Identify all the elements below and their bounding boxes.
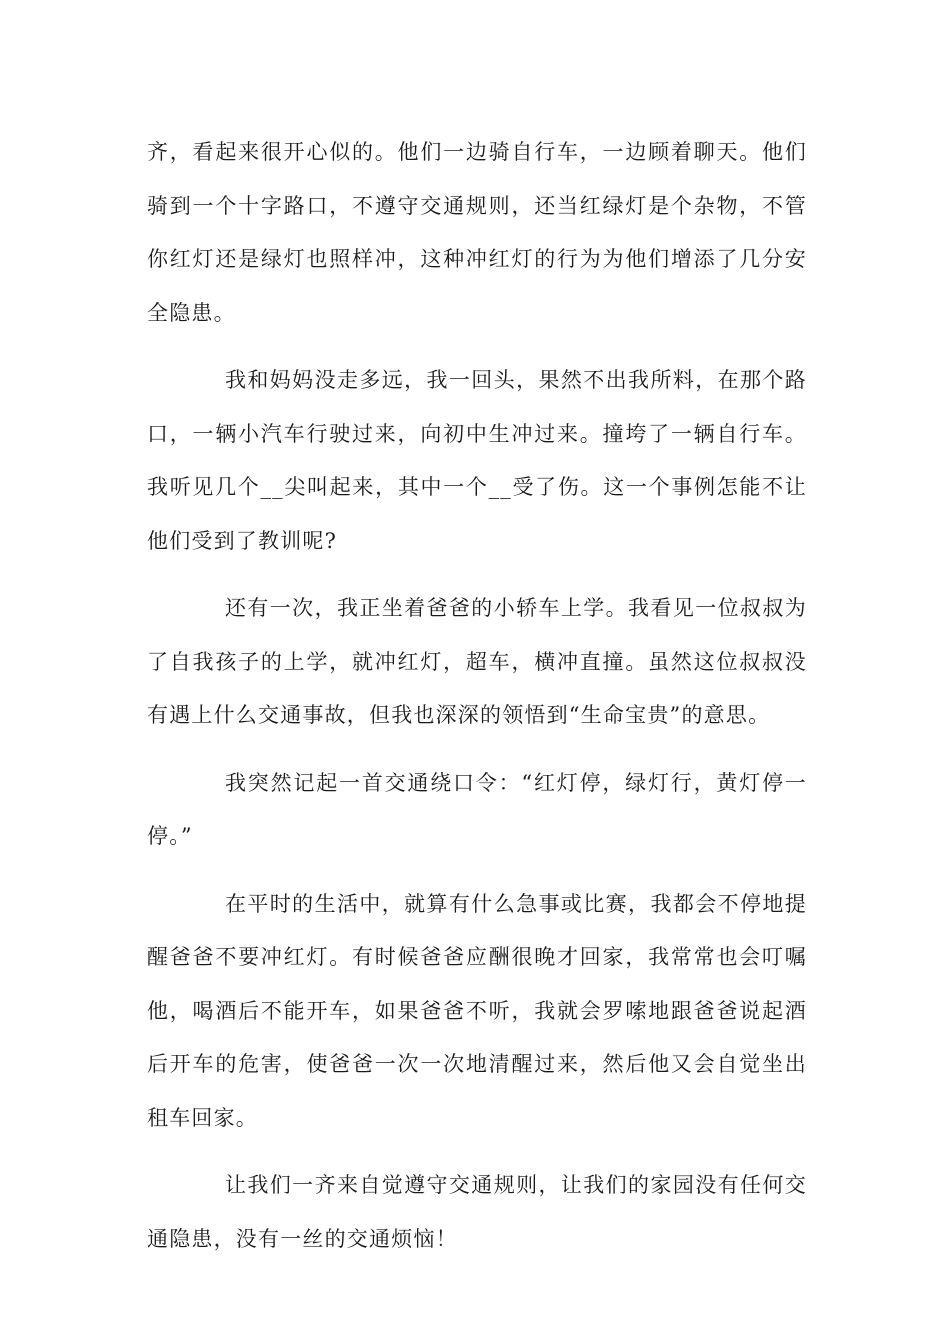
paragraph-4: 我突然记起一首交通绕口令：“红灯停，绿灯行，黄灯停一停。” [147,770,807,848]
paragraph-5: 在平时的生活中，就算有什么急事或比赛，我都会不停地提醒爸爸不要冲红灯。有时候爸爸应酬很晚才回家，我常常也会叮嘱他，喝酒后不能开车，如果爸爸不听，我就会罗嗦地跟爸爸说起酒后开车的危害，使爸爸一次一次地清醒过来，然后他又会自觉坐出租车回家。 [147,891,807,1130]
paragraph-1: 齐，看起来很开心似的。他们一边骑自行车，一边顾着聊天。他们骑到一个十字路口，不遵守交通规则，还当红绿灯是个杂物，不管你红灯还是绿灯也照样冲，这种冲红灯的行为为他们增添了几分安全隐患。 [147,140,807,325]
paragraph-3: 还有一次，我正坐着爸爸的小轿车上学。我看见一位叔叔为了自我孩子的上学，就冲红灯，超车，横冲直撞。虽然这位叔叔没有遇上什么交通事故，但我也深深的领悟到“生命宝贵”的意思。 [147,596,807,727]
document-body [147,126,807,1266]
paragraph-2: 我和妈妈没走多远，我一回头，果然不出我所料，在那个路口，一辆小汽车行驶过来，向初中生冲过来。撞垮了一辆自行车。我听见几个__尖叫起来，其中一个__受了伤。这一个事例怎能不让他们受到了教训呢? [147,368,807,553]
paragraph-6: 让我们一齐来自觉遵守交通规则，让我们的家园没有任何交通隐患，没有一丝的交通烦恼！ [147,1173,807,1251]
